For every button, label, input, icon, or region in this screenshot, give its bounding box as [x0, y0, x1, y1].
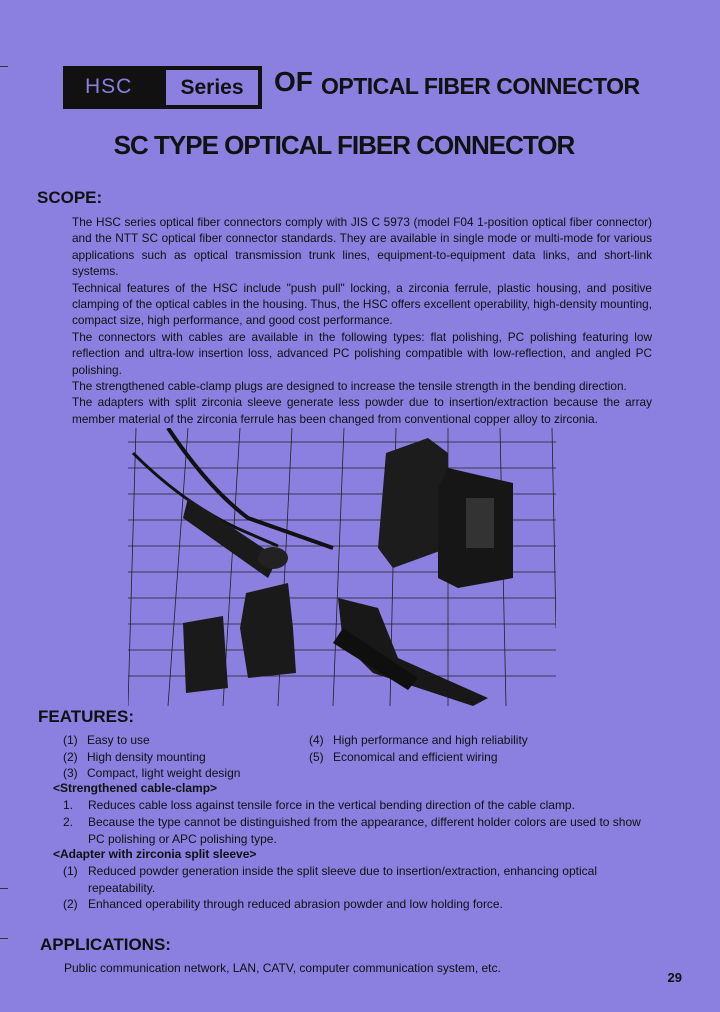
- features-left-list: [63, 732, 240, 782]
- product-photo: [128, 428, 556, 706]
- features-heading: FEATURES:: [38, 707, 135, 726]
- scope-paragraph: The strengthened cable-clamp plugs are designed to increase the tensile strength in the bending direction.: [72, 379, 627, 394]
- applications-text: Public communication network, LAN, CATV, computer communication system, etc.: [64, 961, 501, 975]
- margin-mark: [0, 938, 8, 939]
- receptacle-icon: [240, 583, 296, 678]
- feature-item: (3) Compact, light weight design: [63, 766, 241, 780]
- features-right-list: [309, 732, 528, 765]
- applications-heading: APPLICATIONS:: [40, 935, 171, 954]
- scope-paragraph: The connectors with cables are available in the following types: flat polishing, PC polishing featuring low reflection and ultra-low insertion loss, advanced PC polishing compatible with low-reflection, and angled PC polishing.: [72, 329, 652, 377]
- feature-item: (2) High density mounting: [63, 749, 206, 764]
- scope-heading: SCOPE:: [37, 188, 103, 207]
- page-title: SC TYPE OPTICAL FIBER CONNECTOR: [113, 130, 575, 160]
- feature-item: (5) Economical and efficient wiring: [309, 749, 498, 764]
- scope-paragraph: The HSC series optical fiber connectors comply with JIS C 5973 (model F04 1-position optical fiber connector) and the NTT SC optical fiber connector standards. They are available in single mode or multi-mode for various applications such as optical transmission trunk lines, equipment-to-equipment data links, and short-link systems.: [72, 215, 652, 279]
- header-of: OF: [274, 66, 313, 97]
- header-title: OPTICAL FIBER CONNECTOR: [321, 73, 640, 99]
- clamp-subheading: <Strengthened cable-clamp>: [53, 781, 218, 795]
- adapter-icon: [378, 438, 448, 568]
- margin-mark: [0, 66, 8, 67]
- feature-item: (4) High performance and high reliability: [309, 733, 528, 747]
- series-code: HSC: [85, 75, 133, 98]
- adapter-subheading: <Adapter with zirconia split sleeve>: [53, 847, 257, 861]
- scope-paragraph: The adapters with split zirconia sleeve generate less powder due to insertion/extraction because the array member material of the zirconia ferrule has been changed from conventional copper alloy to zirconia.: [72, 395, 652, 426]
- page-number: 29: [667, 970, 682, 985]
- scope-paragraph: Technical features of the HSC include "push pull" locking, a zirconia ferrule, plastic housing, and positive clamping of the optical cables in the housing. Thus, the HSC offers excellent operability, high-density mounting, compact size, high performance, and good cost performance.: [72, 280, 652, 328]
- margin-mark: [0, 888, 8, 889]
- feature-item: (1) Easy to use: [63, 733, 150, 747]
- series-label: Series: [166, 70, 258, 105]
- scope-body: [72, 214, 652, 427]
